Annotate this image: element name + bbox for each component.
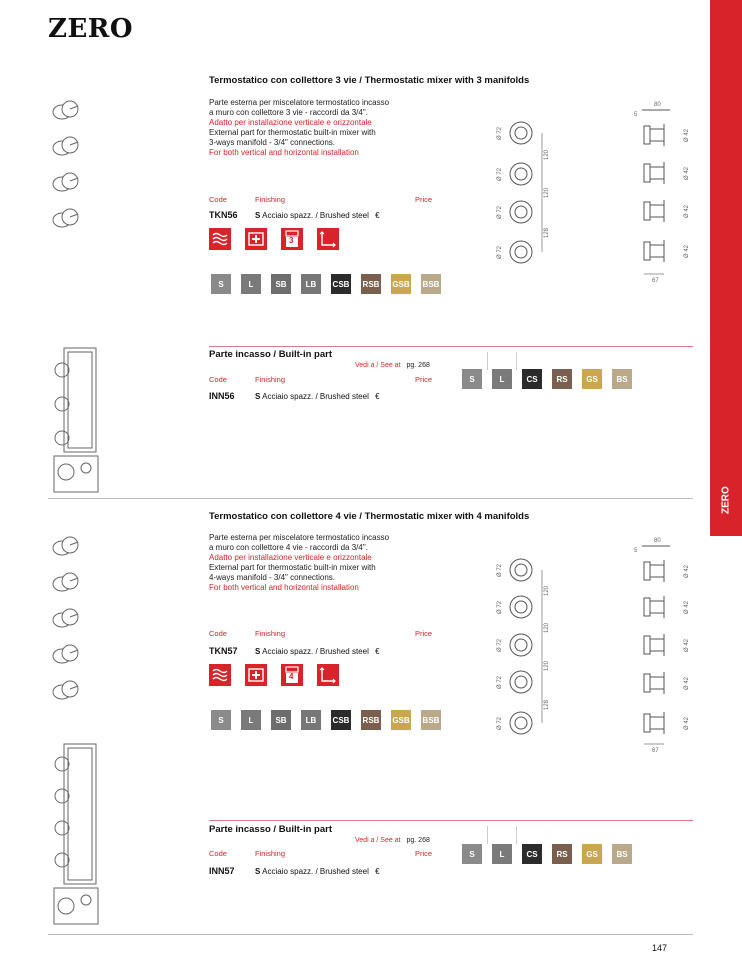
- finish-swatch-l: L: [492, 369, 512, 389]
- finish-swatches: [462, 844, 632, 864]
- finish-text: Acciaio spazz. / Brushed steel: [262, 392, 369, 401]
- dim-label: Ø 42: [684, 166, 690, 180]
- finish-letter: S: [255, 867, 261, 876]
- price-currency: €: [375, 647, 380, 656]
- finish-swatch-rsb: RSB: [361, 710, 381, 730]
- manifold-count-icon: [281, 228, 303, 250]
- dim-label: Ø 72: [497, 675, 503, 689]
- footer-divider: [48, 934, 693, 935]
- finish-swatches: [211, 274, 441, 294]
- page-reference[interactable]: pg. 268: [406, 362, 430, 369]
- finish-swatch-gsb: GSB: [391, 710, 411, 730]
- column-finishing: Finishing: [255, 849, 286, 858]
- see-at-label: Vedi a / See at: [355, 837, 401, 844]
- dim-label: 128: [544, 699, 550, 710]
- section-title: Parte incasso / Built-in part: [209, 824, 332, 835]
- section-title: Termostatico con collettore 4 vie / Thermostatic mixer with 4 manifolds: [209, 511, 530, 522]
- manifold-count: 4: [289, 672, 294, 681]
- divider-tick: [516, 826, 517, 844]
- dim-label: Ø 42: [684, 204, 690, 218]
- finish-swatch-rsb: RSB: [361, 274, 381, 294]
- thermostatic-icon: [209, 228, 231, 250]
- dim-label: Ø 42: [684, 564, 690, 578]
- column-finishing: Finishing: [255, 375, 286, 384]
- dim-label: Ø 42: [684, 716, 690, 730]
- feature-icons: [209, 664, 339, 686]
- dim-label: 120: [544, 660, 550, 671]
- finish-swatch-gs: GS: [582, 369, 602, 389]
- dim-label: Ø 72: [497, 638, 503, 652]
- desc-line-highlight: For both vertical and horizontal installation: [209, 148, 359, 157]
- dim-label: Ø 72: [497, 245, 503, 259]
- dim-label: Ø 42: [684, 128, 690, 142]
- desc-line-highlight: Adatto per installazione verticale e orizzontale: [209, 553, 372, 562]
- dim-label: 120: [544, 585, 550, 596]
- desc-line: a muro con collettore 4 vie - raccordi da 3/4".: [209, 543, 368, 552]
- dim-label: Ø 42: [684, 676, 690, 690]
- dim-label: Ø 42: [684, 638, 690, 652]
- dim-label: 5: [634, 548, 638, 554]
- finish-swatches: [211, 710, 441, 730]
- dim-label: Ø 72: [497, 716, 503, 730]
- side-tab-label: ZERO: [720, 486, 732, 514]
- see-at-reference: [355, 837, 430, 844]
- finish-letter: S: [255, 392, 261, 401]
- finish-swatches: [462, 369, 632, 389]
- dim-label: 120: [544, 187, 550, 198]
- finish-swatch-l: L: [241, 274, 261, 294]
- section-divider: [48, 498, 693, 499]
- finish-swatch-s: S: [462, 369, 482, 389]
- finish-swatch-lb: LB: [301, 710, 321, 730]
- divider-tick: [516, 352, 517, 370]
- desc-line: 3-ways manifold - 3/4" connections.: [209, 138, 336, 147]
- desc-line: Parte esterna per miscelatore termostatico incasso: [209, 98, 390, 107]
- column-price: Price: [415, 375, 433, 384]
- dim-label: 5: [634, 112, 638, 118]
- finish-row: [255, 211, 380, 220]
- finish-swatch-rs: RS: [552, 369, 572, 389]
- product-description: [209, 533, 469, 593]
- safety-stop-icon: [245, 664, 267, 686]
- section-divider: [209, 346, 693, 347]
- finish-row: [255, 392, 380, 401]
- dim-label: 120: [544, 149, 550, 160]
- product-code: TKN57: [209, 646, 238, 656]
- column-price: Price: [415, 629, 433, 638]
- see-at-reference: [355, 362, 430, 369]
- column-finishing: Finishing: [255, 629, 286, 638]
- side-view-drawing: [630, 96, 696, 282]
- finish-swatch-csb: CSB: [331, 274, 351, 294]
- dim-label: Ø 42: [684, 600, 690, 614]
- price-currency: €: [375, 211, 380, 220]
- front-view-drawing: [492, 114, 552, 274]
- dim-label: 67: [652, 748, 659, 754]
- desc-line: External part for thermostatic built-in mixer with: [209, 563, 376, 572]
- dim-label: 128: [544, 227, 550, 238]
- dim-label: Ø 72: [497, 563, 503, 577]
- finish-letter: S: [255, 647, 261, 656]
- product-code: INN56: [209, 391, 235, 401]
- finish-swatch-cs: CS: [522, 369, 542, 389]
- desc-line-highlight: Adatto per installazione verticale e orizzontale: [209, 118, 372, 127]
- product-description: [209, 98, 469, 158]
- section-title: Parte incasso / Built-in part: [209, 349, 332, 360]
- column-finishing: Finishing: [255, 195, 286, 204]
- divider-tick: [487, 826, 488, 844]
- dim-label: 80: [654, 538, 661, 544]
- desc-line: 4-ways manifold - 3/4" connections.: [209, 573, 336, 582]
- finish-swatch-sb: SB: [271, 274, 291, 294]
- page-reference[interactable]: pg. 268: [406, 837, 430, 844]
- dim-label: 120: [544, 622, 550, 633]
- thermostatic-icon: [209, 664, 231, 686]
- desc-line: External part for thermostatic built-in mixer with: [209, 128, 376, 137]
- vertical-horizontal-icon: [317, 664, 339, 686]
- finish-swatch-l: L: [492, 844, 512, 864]
- finish-swatch-bs: BS: [612, 369, 632, 389]
- finish-swatch-bs: BS: [612, 844, 632, 864]
- side-tab: [710, 0, 742, 536]
- dim-label: Ø 42: [684, 244, 690, 258]
- safety-stop-icon: [245, 228, 267, 250]
- front-view-drawing: [492, 552, 552, 742]
- desc-line: Parte esterna per miscelatore termostatico incasso: [209, 533, 390, 542]
- dim-label: 80: [654, 102, 661, 108]
- dim-label: 67: [652, 278, 659, 282]
- column-price: Price: [415, 195, 433, 204]
- finish-swatch-bsb: BSB: [421, 710, 441, 730]
- page-number: 147: [652, 943, 668, 953]
- dim-label: Ø 72: [497, 205, 503, 219]
- column-code: Code: [209, 195, 227, 204]
- column-code: Code: [209, 375, 227, 384]
- finish-swatch-sb: SB: [271, 710, 291, 730]
- column-code: Code: [209, 629, 227, 638]
- finish-swatch-gsb: GSB: [391, 274, 411, 294]
- finish-row: [255, 867, 380, 876]
- vertical-horizontal-icon: [317, 228, 339, 250]
- product-thumbnails: [50, 96, 90, 236]
- finish-swatch-lb: LB: [301, 274, 321, 294]
- dim-label: Ø 72: [497, 126, 503, 140]
- finish-row: [255, 647, 380, 656]
- feature-icons: [209, 228, 339, 250]
- finish-text: Acciaio spazz. / Brushed steel: [262, 211, 369, 220]
- desc-line-highlight: For both vertical and horizontal installation: [209, 583, 359, 592]
- column-code: Code: [209, 849, 227, 858]
- finish-swatch-cs: CS: [522, 844, 542, 864]
- finish-swatch-s: S: [211, 274, 231, 294]
- section-title: Termostatico con collettore 3 vie / Thermostatic mixer with 3 manifolds: [209, 75, 530, 86]
- manifold-count-icon: [281, 664, 303, 686]
- dim-label: Ø 72: [497, 167, 503, 181]
- finish-swatch-gs: GS: [582, 844, 602, 864]
- manifold-count: 3: [289, 236, 294, 245]
- finish-swatch-s: S: [211, 710, 231, 730]
- finish-swatch-l: L: [241, 710, 261, 730]
- finish-letter: S: [255, 211, 261, 220]
- side-view-drawing: [630, 532, 696, 756]
- price-currency: €: [375, 867, 380, 876]
- product-thumbnails: [50, 532, 90, 708]
- finish-swatch-rs: RS: [552, 844, 572, 864]
- brand-logo: ZERO: [48, 14, 134, 44]
- finish-swatch-bsb: BSB: [421, 274, 441, 294]
- see-at-label: Vedi a / See at: [355, 362, 401, 369]
- desc-line: a muro con collettore 3 vie - raccordi da 3/4".: [209, 108, 368, 117]
- divider-tick: [487, 352, 488, 370]
- finish-swatch-s: S: [462, 844, 482, 864]
- finish-swatch-csb: CSB: [331, 710, 351, 730]
- built-in-part-image: [48, 344, 104, 496]
- section-divider: [209, 820, 693, 821]
- product-code: TKN56: [209, 210, 238, 220]
- dim-label: Ø 72: [497, 600, 503, 614]
- column-price: Price: [415, 849, 433, 858]
- built-in-part-image: [48, 740, 104, 930]
- finish-text: Acciaio spazz. / Brushed steel: [262, 647, 369, 656]
- finish-text: Acciaio spazz. / Brushed steel: [262, 867, 369, 876]
- product-code: INN57: [209, 866, 235, 876]
- price-currency: €: [375, 392, 380, 401]
